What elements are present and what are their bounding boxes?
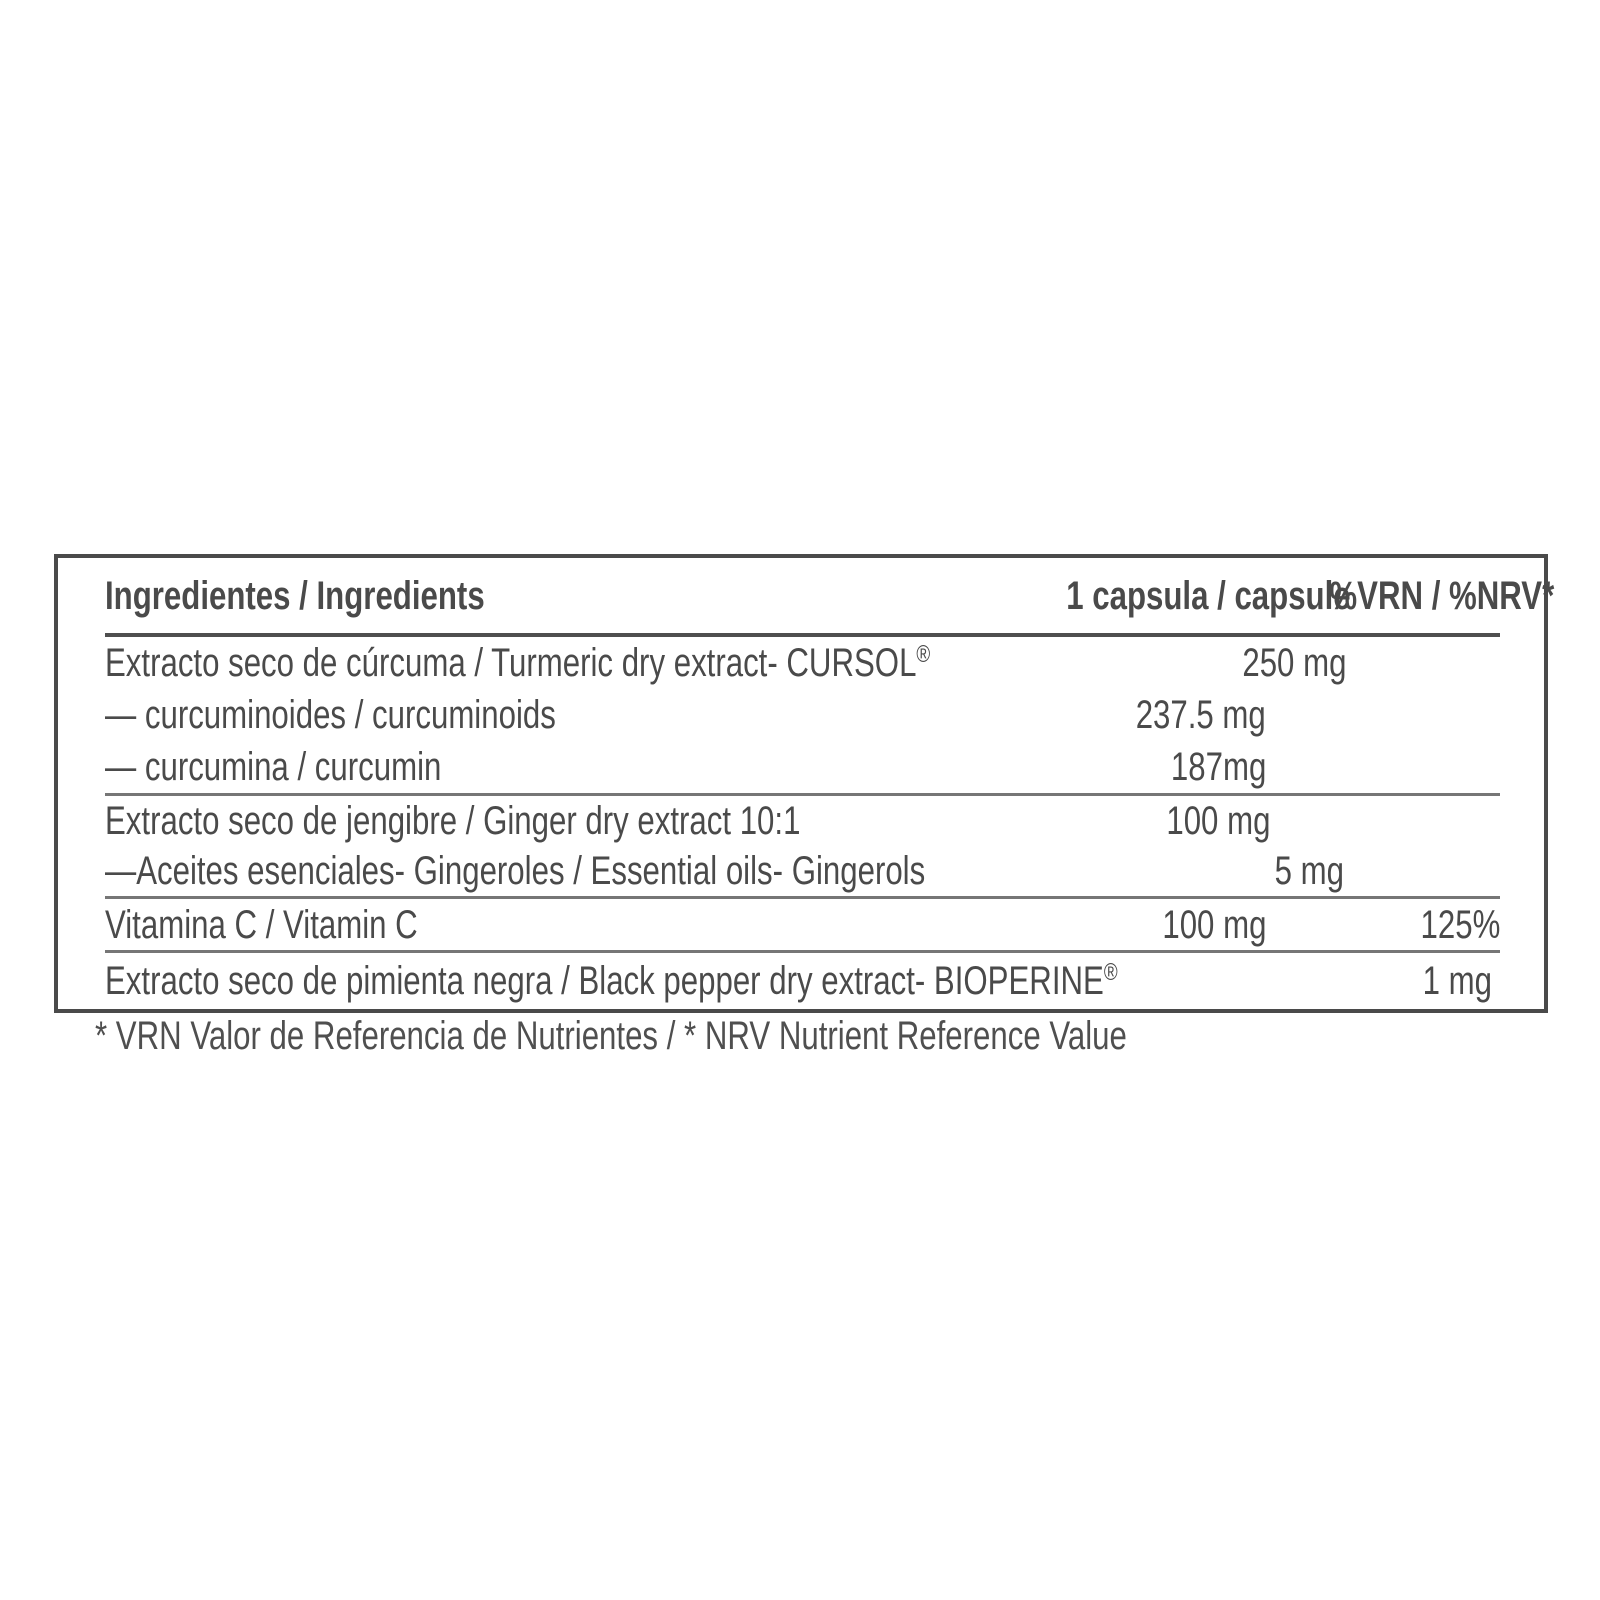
ingredient-name-cell — [105, 961, 1403, 1001]
amount-cell — [997, 801, 1271, 841]
ingredient-name: Extracto seco de jengibre / Ginger dry extract 10:1 — [105, 799, 801, 843]
ingredient-name: Extracto seco de pimienta negra / Black pepper dry extract- BIOPERINE — [105, 959, 1104, 1003]
amount-value: 100 mg — [1166, 799, 1271, 843]
ingredient-name: —Aceites esenciales- Gingeroles / Essential oils- Gingerols — [105, 849, 926, 893]
amount-cell — [1403, 961, 1492, 1001]
registered-mark: ® — [1103, 959, 1118, 986]
nrv-cell — [1266, 695, 1500, 735]
ingredients-table — [54, 554, 1555, 1013]
ingredient-name: Extracto seco de cúrcuma / Turmeric dry extract- CURSOL — [105, 641, 917, 685]
amount-value: 187mg — [1170, 745, 1266, 789]
table-row — [105, 793, 1500, 846]
ingredient-name-cell — [105, 801, 997, 841]
table-row — [105, 689, 1500, 741]
header-ingredients — [105, 573, 986, 618]
nrv-footnote-text: * VRN Valor de Referencia de Nutrientes / * NRV Nutrient Reference Value — [95, 1014, 1127, 1058]
nrv-cell — [1271, 801, 1500, 841]
registered-mark: ® — [916, 641, 931, 668]
ingredient-name-cell — [105, 643, 1163, 683]
ingredient-name-cell — [105, 695, 986, 735]
table-row — [105, 846, 1500, 896]
table-row — [105, 950, 1500, 1009]
ingredient-name-cell — [105, 747, 986, 787]
ingredient-name-cell — [105, 851, 1157, 891]
table-header-row — [105, 558, 1555, 637]
ingredient-name: Vitamina C / Vitamin C — [105, 902, 418, 947]
nrv-cell — [1266, 902, 1500, 947]
nrv-value: 125% — [1420, 902, 1500, 947]
nrv-cell — [1344, 851, 1500, 891]
nrv-cell — [1347, 643, 1500, 683]
amount-cell — [986, 695, 1266, 735]
amount-cell — [986, 747, 1266, 787]
nrv-cell — [1266, 747, 1500, 787]
amount-cell — [986, 902, 1266, 947]
nrv-footnote — [95, 1016, 1418, 1056]
header-amount — [986, 573, 1351, 618]
amount-value: 237.5 mg — [1135, 693, 1266, 737]
amount-value: 1 mg — [1422, 959, 1493, 1003]
table-row — [105, 637, 1500, 689]
header-amount-label: 1 capsula / capsule — [1066, 573, 1351, 618]
amount-cell — [1163, 643, 1347, 683]
header-nrv-label: %VRN / %NRV* — [1329, 573, 1555, 618]
table-row — [105, 896, 1500, 950]
ingredient-name: — curcuminoides / curcuminoids — [105, 693, 556, 737]
amount-cell — [1157, 851, 1344, 891]
nrv-cell — [1492, 961, 1500, 1001]
header-ingredients-label: Ingredientes / Ingredients — [105, 573, 485, 618]
amount-value: 250 mg — [1242, 641, 1347, 685]
amount-value: 100 mg — [1161, 902, 1266, 947]
amount-value: 5 mg — [1274, 849, 1344, 893]
ingredient-name-cell — [105, 902, 986, 947]
ingredient-name: — curcumina / curcumin — [105, 745, 442, 789]
table-row — [105, 741, 1500, 793]
